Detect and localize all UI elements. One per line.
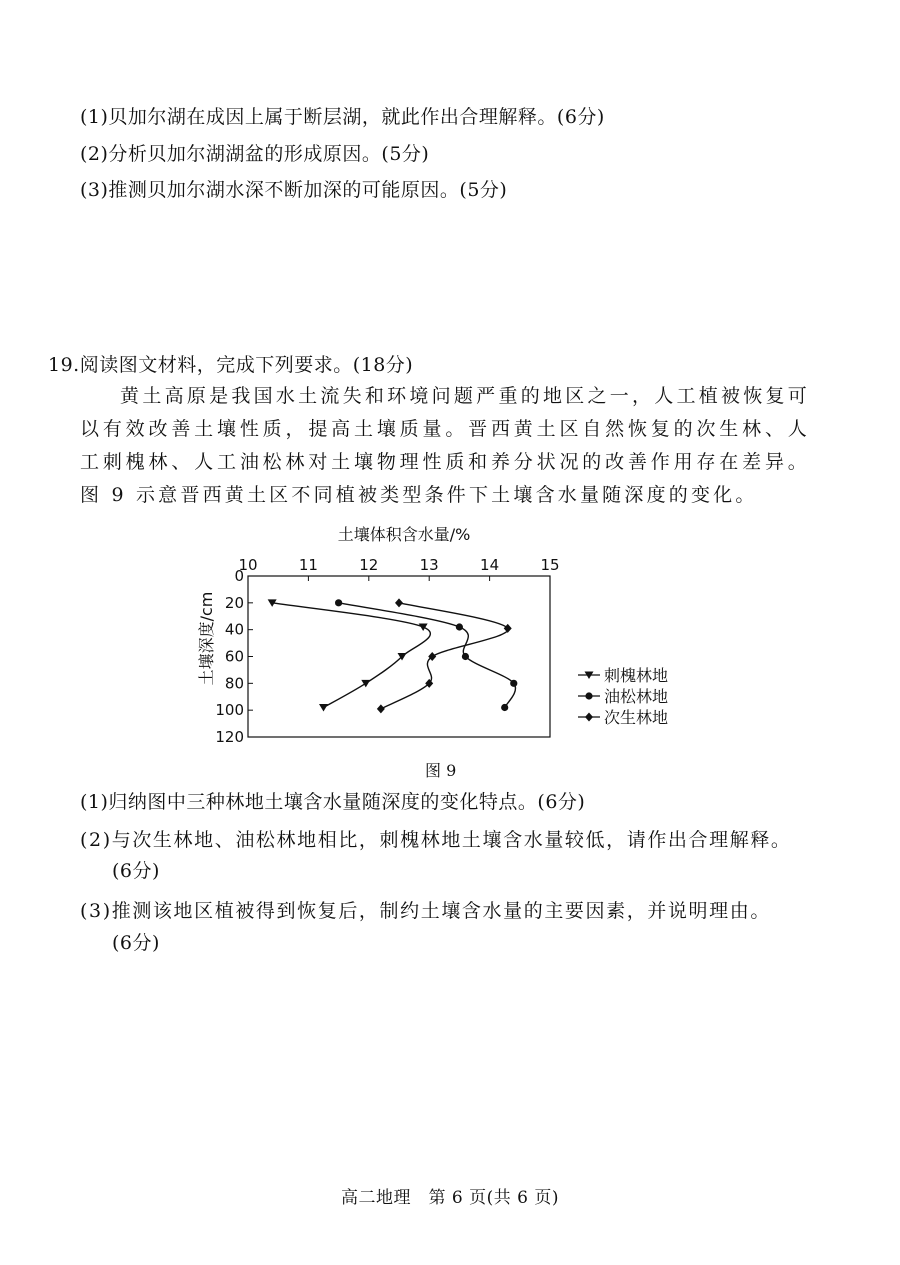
y-tick-label: 40 <box>224 620 244 639</box>
data-point-circle <box>335 599 342 606</box>
y-tick-label: 80 <box>224 674 244 693</box>
y-axis-title: 土壤深度/cm <box>197 591 216 686</box>
x-tick-label: 12 <box>359 556 379 574</box>
question-19-heading: 19.阅读图文材料，完成下列要求。(18分) <box>48 354 414 376</box>
soil-moisture-chart <box>190 520 710 755</box>
page-footer: 高二地理 第 6 页(共 6 页) <box>340 1188 559 1208</box>
q19-sub-question-3: (3)推测该地区植被得到恢复后，制约土壤含水量的主要因素，并说明理由。 <box>80 900 771 922</box>
prev-question-2: (2)分析贝加尔湖湖盆的形成原因。(5分) <box>80 143 430 165</box>
data-point-circle <box>501 704 508 711</box>
data-point-circle <box>456 623 463 630</box>
q19-sub-question-3-points: (6分) <box>112 932 160 954</box>
legend-marker-circle <box>585 692 592 699</box>
data-point-diamond <box>377 704 385 713</box>
q19-sub-question-2: (2)与次生林地、油松林地相比，刺槐林地土壤含水量较低，请作出合理解释。 <box>80 829 792 851</box>
legend-marker-diamond <box>585 713 593 722</box>
x-tick-label: 14 <box>480 556 500 574</box>
y-tick-label: 0 <box>234 567 244 585</box>
x-tick-label: 15 <box>540 556 560 574</box>
y-tick-label: 60 <box>224 647 244 666</box>
x-tick-label: 11 <box>298 556 318 574</box>
legend-label: 刺槐林地 <box>604 666 669 685</box>
x-tick-label: 10 <box>238 556 258 574</box>
question-19-paragraph: 黄土高原是我国水土流失和环境问题严重的地区之一，人工植被恢复可以有效改善土壤性质，提高土壤质量。晋西黄土区自然恢复的次生林、人工刺槐林、人工油松林对土壤物理性质和养分状况的改善作用存在差异。图 9 示意晋西黄土区不同植被类型条件下土壤含水量随深度的变化。 <box>80 385 810 506</box>
series-line-0 <box>272 603 430 708</box>
question-19-material <box>80 380 810 512</box>
y-tick-label: 120 <box>215 728 244 746</box>
legend-label: 次生林地 <box>604 708 669 727</box>
data-point-circle <box>510 680 517 687</box>
data-point-circle <box>462 653 469 660</box>
legend-label: 油松林地 <box>604 687 669 706</box>
prev-question-3: (3)推测贝加尔湖水深不断加深的可能原因。(5分) <box>80 179 508 201</box>
q19-sub-question-2-points: (6分) <box>112 860 160 882</box>
figure-caption: 图 9 <box>425 761 457 780</box>
y-tick-label: 20 <box>224 593 244 612</box>
series-line-1 <box>339 603 516 708</box>
x-tick-label: 13 <box>419 556 439 574</box>
data-point-triangle-down <box>319 704 328 712</box>
data-point-triangle-down <box>361 680 370 688</box>
prev-question-1: (1)贝加尔湖在成因上属于断层湖，就此作出合理解释。(6分) <box>80 106 605 128</box>
y-tick-label: 100 <box>215 701 244 720</box>
data-point-diamond <box>395 598 403 607</box>
q19-sub-question-1: (1)归纳图中三种林地土壤含水量随深度的变化特点。(6分) <box>80 791 586 813</box>
x-axis-title: 土壤体积含水量/% <box>337 525 471 544</box>
data-point-diamond <box>504 624 512 633</box>
data-point-triangle-down <box>419 623 428 631</box>
